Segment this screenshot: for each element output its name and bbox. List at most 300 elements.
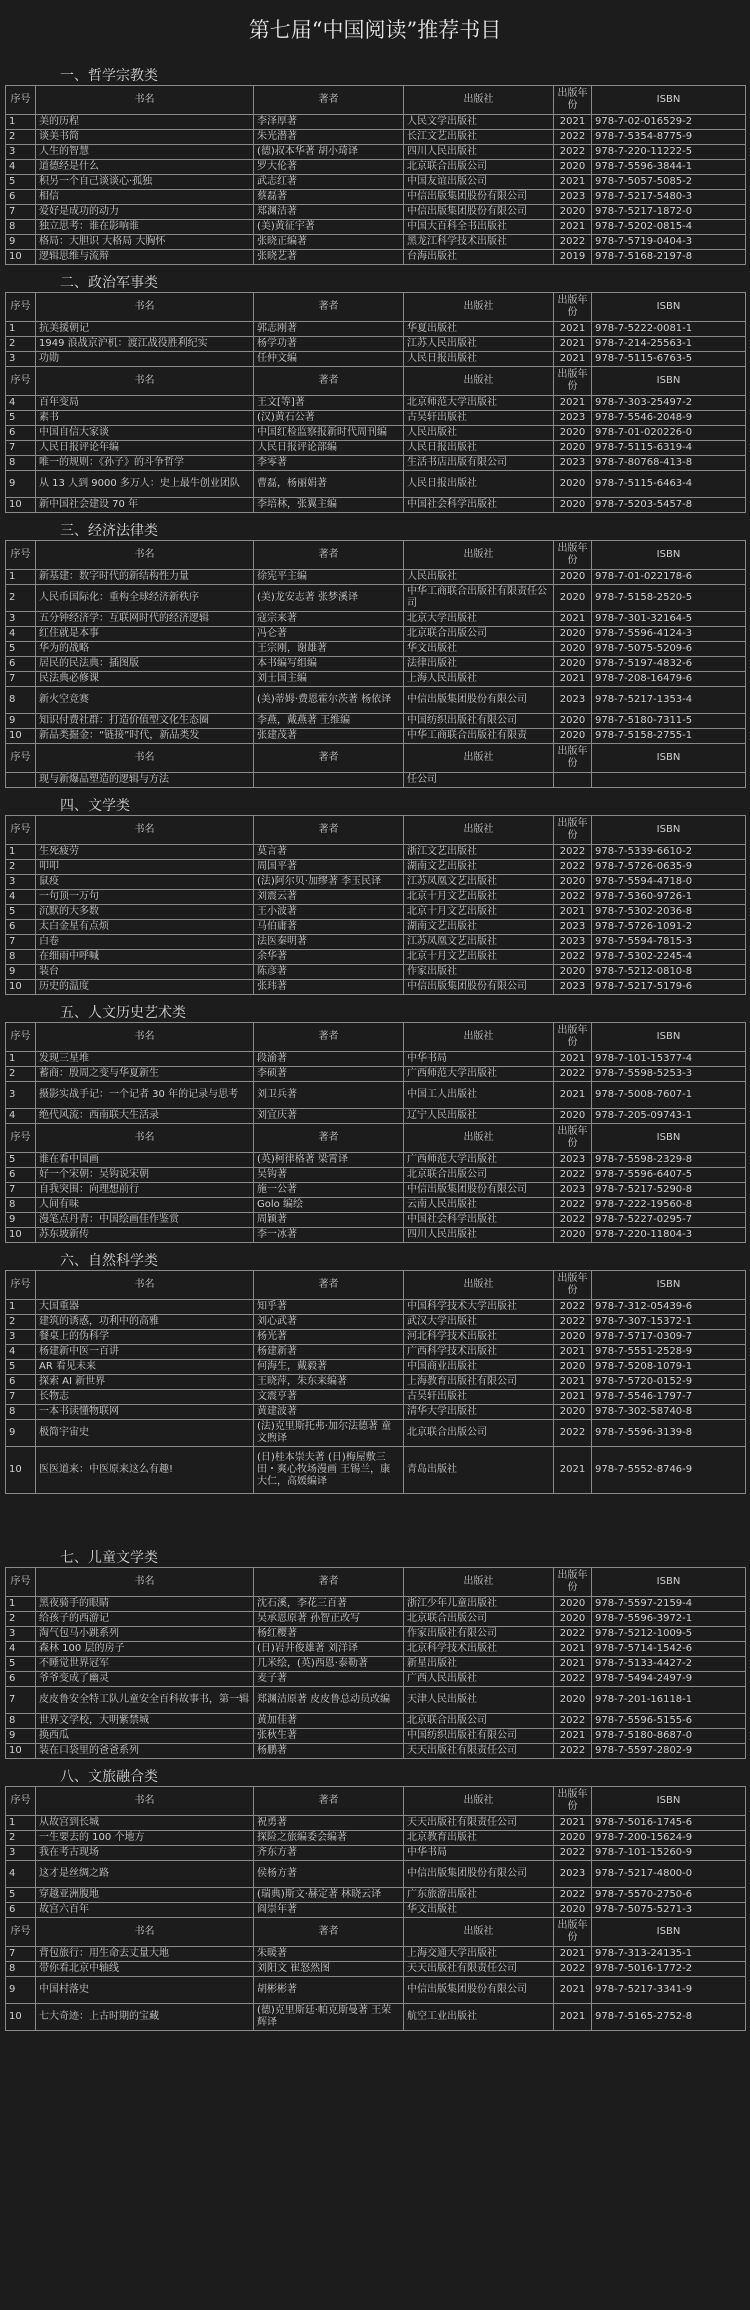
- table-row: [6, 612, 746, 627]
- cell-isbn: 978-7-5158-2755-1: [592, 729, 746, 744]
- cell-title: 这才是丝绸之路: [36, 1861, 254, 1888]
- cell-year: 2021: [554, 1657, 592, 1672]
- cell-title: 装在口袋里的爸爸系列: [36, 1744, 254, 1759]
- cell-pub: 四川人民出版社: [404, 145, 554, 160]
- cell-no: 4: [6, 1861, 36, 1888]
- cell-pub: 中信出版集团股份有限公司: [404, 1183, 554, 1198]
- cell-author: 刘震云著: [254, 890, 404, 905]
- table-header-row: [6, 1271, 746, 1300]
- table-row: [6, 1714, 746, 1729]
- column-header: 出版年份: [554, 293, 592, 322]
- cell-pub: 中国工人出版社: [404, 1082, 554, 1109]
- cell-no: 4: [6, 890, 36, 905]
- cell-author: (法)克里斯托弗·加尔法德著 童文煦译: [254, 1420, 404, 1447]
- section-title: 五、人文历史艺术类: [60, 1005, 186, 1021]
- table-row: [6, 160, 746, 175]
- column-header: 出版年份: [554, 744, 592, 773]
- cell-pub: 江苏凤凰文艺出版社: [404, 875, 554, 890]
- cell-no: 5: [6, 1360, 36, 1375]
- cell-isbn: 978-7-5714-1542-6: [592, 1642, 746, 1657]
- cell-no: 2: [6, 1831, 36, 1846]
- cell-isbn: 978-7-5212-0810-8: [592, 965, 746, 980]
- column-header: 出版年份: [554, 86, 592, 115]
- cell-isbn: 978-7-208-16479-6: [592, 672, 746, 687]
- section-spacer: [0, 1494, 750, 1540]
- cell-author: 黄加佳著: [254, 1714, 404, 1729]
- book-table: [5, 1786, 746, 2031]
- column-header: 书名: [36, 293, 254, 322]
- cell-year: 2020: [554, 585, 592, 612]
- cell-title: 绝代风流：西南联大生活录: [36, 1109, 254, 1124]
- cell-isbn: 978-7-5339-6610-2: [592, 845, 746, 860]
- cell-pub: 作家出版社有限公司: [404, 1627, 554, 1642]
- cell-author: 徐宪平主编: [254, 570, 404, 585]
- cell-author: (日)桂本崇夫著 (日)梅屋敷三田・爽心牧场漫画 王锡兰，康大仁，高媛编译: [254, 1447, 404, 1494]
- cell-no: 10: [6, 1228, 36, 1243]
- cell-no: 2: [6, 860, 36, 875]
- column-header: 书名: [36, 744, 254, 773]
- cell-pub: 北京联合出版公司: [404, 1612, 554, 1627]
- column-header: 著者: [254, 1568, 404, 1597]
- cell-title: 格局：大胆识 大格局 大胸怀: [36, 235, 254, 250]
- cell-isbn: 978-7-101-15260-9: [592, 1846, 746, 1861]
- column-header: 序号: [6, 541, 36, 570]
- cell-isbn: 978-7-5552-8746-9: [592, 1447, 746, 1494]
- table-row: [6, 1228, 746, 1243]
- table-row: [6, 1447, 746, 1494]
- cell-no: 1: [6, 1052, 36, 1067]
- table-row: [6, 1947, 746, 1962]
- cell-isbn: 978-7-5133-4427-2: [592, 1657, 746, 1672]
- cell-pub: 人民文学出版社: [404, 115, 554, 130]
- cell-isbn: 978-7-5596-4124-3: [592, 627, 746, 642]
- cell-no: 7: [6, 1947, 36, 1962]
- cell-author: 杨光著: [254, 1330, 404, 1345]
- table-row: [6, 714, 746, 729]
- cell-pub: 人民出版社: [404, 570, 554, 585]
- cell-author: 王宗刚，谢雄著: [254, 642, 404, 657]
- cell-year: 2020: [554, 714, 592, 729]
- column-header: 出版社: [404, 293, 554, 322]
- column-header: 书名: [36, 1568, 254, 1597]
- cell-isbn: 978-7-214-25563-1: [592, 337, 746, 352]
- cell-pub: 湖南文艺出版社: [404, 860, 554, 875]
- column-header: 出版年份: [554, 1568, 592, 1597]
- cell-isbn: 978-7-5203-5457-8: [592, 498, 746, 513]
- cell-pub: 清华大学出版社: [404, 1405, 554, 1420]
- table-row: [6, 145, 746, 160]
- cell-no: 10: [6, 1447, 36, 1494]
- cell-author: 几米绘，(英)西恩·泰勒著: [254, 1657, 404, 1672]
- cell-year: 2023: [554, 456, 592, 471]
- cell-author: 李燕，戴燕著 王维编: [254, 714, 404, 729]
- column-header: 序号: [6, 1124, 36, 1153]
- column-header: 著者: [254, 367, 404, 396]
- table-row: [6, 950, 746, 965]
- cell-title: 发现三星堆: [36, 1052, 254, 1067]
- cell-year: 2021: [554, 322, 592, 337]
- column-header: ISBN: [592, 1023, 746, 1052]
- table-row: [6, 773, 746, 788]
- cell-isbn: 978-7-5551-2528-9: [592, 1345, 746, 1360]
- column-header: 书名: [36, 1271, 254, 1300]
- column-header: 出版社: [404, 816, 554, 845]
- column-header: 著者: [254, 1271, 404, 1300]
- cell-no: 6: [6, 426, 36, 441]
- cell-author: 李泽厚著: [254, 115, 404, 130]
- table-row: [6, 687, 746, 714]
- cell-title: 人民币国际化：重构全球经济新秩序: [36, 585, 254, 612]
- cell-title: 新中国社会建设 70 年: [36, 498, 254, 513]
- table-row: [6, 250, 746, 265]
- column-header: 出版社: [404, 541, 554, 570]
- cell-pub: 上海交通大学出版社: [404, 1947, 554, 1962]
- table-row: [6, 935, 746, 950]
- cell-year: 2020: [554, 642, 592, 657]
- cell-year: 2020: [554, 627, 592, 642]
- cell-no: 2: [6, 337, 36, 352]
- cell-isbn: 978-7-5594-4718-0: [592, 875, 746, 890]
- cell-no: 2: [6, 130, 36, 145]
- cell-isbn: 978-7-5570-2750-6: [592, 1888, 746, 1903]
- cell-title: 红住就是本事: [36, 627, 254, 642]
- cell-no: 8: [6, 456, 36, 471]
- cell-author: 何海生，戴毅著: [254, 1360, 404, 1375]
- cell-title: 民法典必修课: [36, 672, 254, 687]
- cell-pub: 航空工业出版社: [404, 2004, 554, 2031]
- cell-year: 2021: [554, 1816, 592, 1831]
- cell-pub: 中信出版集团股份有限公司: [404, 980, 554, 995]
- cell-pub: 北京师范大学出版社: [404, 396, 554, 411]
- cell-author: 杨学功著: [254, 337, 404, 352]
- cell-pub: 中国科学技术大学出版社: [404, 1300, 554, 1315]
- cell-author: 蔡磊著: [254, 190, 404, 205]
- cell-year: 2020: [554, 498, 592, 513]
- cell-no: 1: [6, 115, 36, 130]
- cell-year: 2022: [554, 1744, 592, 1759]
- cell-author: 李培林，张翼主编: [254, 498, 404, 513]
- cell-year: 2020: [554, 1831, 592, 1846]
- table-row: [6, 115, 746, 130]
- table-row: [6, 875, 746, 890]
- cell-no: 4: [6, 1109, 36, 1124]
- cell-year: 2021: [554, 115, 592, 130]
- cell-title: 我在考古现场: [36, 1846, 254, 1861]
- cell-no: 2: [6, 585, 36, 612]
- cell-year: 2022: [554, 235, 592, 250]
- cell-year: 2021: [554, 220, 592, 235]
- cell-author: 吴钩著: [254, 1168, 404, 1183]
- cell-pub: 华文出版社: [404, 1903, 554, 1918]
- cell-no: 7: [6, 441, 36, 456]
- cell-no: 1: [6, 322, 36, 337]
- cell-author: 武志红著: [254, 175, 404, 190]
- cell-author: (日)岩井俊雄著 刘洋译: [254, 1642, 404, 1657]
- cell-year: 2023: [554, 1153, 592, 1168]
- cell-isbn: 978-7-5217-5290-8: [592, 1183, 746, 1198]
- cell-year: 2020: [554, 875, 592, 890]
- column-header: 著者: [254, 293, 404, 322]
- cell-author: 郭志刚著: [254, 322, 404, 337]
- cell-author: 莫言著: [254, 845, 404, 860]
- table-row: [6, 729, 746, 744]
- cell-year: 2021: [554, 1390, 592, 1405]
- cell-author: 张建茂著: [254, 729, 404, 744]
- cell-no: 3: [6, 1330, 36, 1345]
- cell-no: 5: [6, 175, 36, 190]
- cell-pub: 中信出版集团股份有限公司: [404, 687, 554, 714]
- cell-isbn: 978-7-5212-1009-5: [592, 1627, 746, 1642]
- cell-pub: 任公司: [404, 773, 554, 788]
- cell-isbn: 978-7-5115-6319-4: [592, 441, 746, 456]
- cell-isbn: 978-7-5057-5085-2: [592, 175, 746, 190]
- cell-title: 人生的智慧: [36, 145, 254, 160]
- cell-pub: 中信出版集团股份有限公司: [404, 205, 554, 220]
- cell-title: 七大奇迹：上古时期的宝藏: [36, 2004, 254, 2031]
- table-row: [6, 1198, 746, 1213]
- cell-author: 黄建波著: [254, 1405, 404, 1420]
- cell-pub: 中信出版集团股份有限公司: [404, 1977, 554, 2004]
- cell-year: 2020: [554, 1360, 592, 1375]
- table-row: [6, 1375, 746, 1390]
- cell-author: 王文[等]著: [254, 396, 404, 411]
- cell-no: 9: [6, 235, 36, 250]
- column-header: 书名: [36, 1918, 254, 1947]
- cell-isbn: 978-7-5016-1745-6: [592, 1816, 746, 1831]
- cell-title: 给孩子的西游记: [36, 1612, 254, 1627]
- cell-isbn: 978-7-5596-3972-1: [592, 1612, 746, 1627]
- cell-title: 淘气包马小跳系列: [36, 1627, 254, 1642]
- cell-year: 2023: [554, 1861, 592, 1888]
- cell-no: 10: [6, 729, 36, 744]
- cell-no: [6, 773, 36, 788]
- table-row: [6, 1744, 746, 1759]
- cell-author: 本书编写组编: [254, 657, 404, 672]
- cell-pub: 广西师范大学出版社: [404, 1067, 554, 1082]
- column-header: ISBN: [592, 293, 746, 322]
- column-header: 出版社: [404, 86, 554, 115]
- cell-pub: 天天出版社有限责任公司: [404, 1962, 554, 1977]
- cell-author: 李硕著: [254, 1067, 404, 1082]
- cell-title: 自我突围：向理想前行: [36, 1183, 254, 1198]
- cell-isbn: 978-7-5217-1872-0: [592, 205, 746, 220]
- table-row: [6, 235, 746, 250]
- cell-isbn: 978-7-307-15372-1: [592, 1315, 746, 1330]
- cell-pub: 青岛出版社: [404, 1447, 554, 1494]
- table-row: [6, 1183, 746, 1198]
- column-header: 出版年份: [554, 1271, 592, 1300]
- book-table: [5, 815, 746, 995]
- cell-pub: 中国友谊出版公司: [404, 175, 554, 190]
- cell-year: 2022: [554, 1213, 592, 1228]
- cell-year: 2021: [554, 1082, 592, 1109]
- cell-pub: 天天出版社有限责任公司: [404, 1744, 554, 1759]
- table-row: [6, 1729, 746, 1744]
- cell-title: 积另一个自己谈谈心·孤独: [36, 175, 254, 190]
- column-header: 书名: [36, 1124, 254, 1153]
- cell-year: 2022: [554, 130, 592, 145]
- cell-author: 陈彦著: [254, 965, 404, 980]
- table-row: [6, 657, 746, 672]
- table-row: [6, 1330, 746, 1345]
- column-header: 著者: [254, 1918, 404, 1947]
- table-row: [6, 1627, 746, 1642]
- cell-no: 9: [6, 965, 36, 980]
- section-title: 一、哲学宗教类: [60, 68, 158, 84]
- cell-title: 相信: [36, 190, 254, 205]
- column-header: ISBN: [592, 541, 746, 570]
- table-row: [6, 1067, 746, 1082]
- table-row: [6, 1360, 746, 1375]
- column-header: 出版社: [404, 367, 554, 396]
- cell-pub: 北京十月文艺出版社: [404, 890, 554, 905]
- cell-pub: 华夏出版社: [404, 322, 554, 337]
- table-row: [6, 1052, 746, 1067]
- cell-author: 杨鹏著: [254, 1744, 404, 1759]
- cell-pub: 中华工商联合出版社有限责任公司: [404, 585, 554, 612]
- cell-pub: 河北科学技术出版社: [404, 1330, 554, 1345]
- cell-title: 在细雨中呼喊: [36, 950, 254, 965]
- cell-isbn: 978-7-5726-1091-2: [592, 920, 746, 935]
- cell-author: 马伯庸著: [254, 920, 404, 935]
- section-title: 八、文旅融合类: [60, 1769, 158, 1785]
- column-header: ISBN: [592, 1787, 746, 1816]
- table-row: [6, 322, 746, 337]
- table-row: [6, 352, 746, 367]
- cell-title: 新基建：数字时代的新结构性力量: [36, 570, 254, 585]
- cell-author: 刘宜庆著: [254, 1109, 404, 1124]
- cell-year: 2022: [554, 1315, 592, 1330]
- cell-title: 新品类掘金：“链接”时代，新品类发: [36, 729, 254, 744]
- table-row: [6, 1390, 746, 1405]
- cell-title: 功勋: [36, 352, 254, 367]
- cell-no: 6: [6, 920, 36, 935]
- cell-title: 大国重器: [36, 1300, 254, 1315]
- column-header: ISBN: [592, 744, 746, 773]
- cell-no: 7: [6, 1183, 36, 1198]
- table-header-row: [6, 541, 746, 570]
- table-row: [6, 130, 746, 145]
- cell-author: 法医秦明著: [254, 935, 404, 950]
- cell-year: 2021: [554, 352, 592, 367]
- cell-no: 6: [6, 1672, 36, 1687]
- cell-pub: 北京十月文艺出版社: [404, 905, 554, 920]
- cell-no: 8: [6, 950, 36, 965]
- cell-year: 2021: [554, 672, 592, 687]
- cell-author: 周颖著: [254, 1213, 404, 1228]
- table-header-row: [6, 1787, 746, 1816]
- cell-no: 10: [6, 250, 36, 265]
- cell-title: 鼠疫: [36, 875, 254, 890]
- cell-year: 2020: [554, 1405, 592, 1420]
- cell-isbn: 978-7-5302-2036-8: [592, 905, 746, 920]
- cell-year: 2023: [554, 935, 592, 950]
- cell-year: 2022: [554, 860, 592, 875]
- cell-no: 1: [6, 845, 36, 860]
- cell-no: 3: [6, 612, 36, 627]
- cell-isbn: 978-7-5596-5155-6: [592, 1714, 746, 1729]
- cell-no: 10: [6, 980, 36, 995]
- cell-author: (英)柯律格著 梁霄译: [254, 1153, 404, 1168]
- cell-no: 2: [6, 1612, 36, 1627]
- column-header: 出版社: [404, 1023, 554, 1052]
- column-header: 序号: [6, 293, 36, 322]
- column-header: 序号: [6, 367, 36, 396]
- cell-pub: 北京大学出版社: [404, 612, 554, 627]
- cell-year: 2020: [554, 1228, 592, 1243]
- cell-title: AR 看见未来: [36, 1360, 254, 1375]
- cell-no: 4: [6, 160, 36, 175]
- table-row: [6, 1816, 746, 1831]
- cell-year: 2020: [554, 471, 592, 498]
- column-header: 出版年份: [554, 1787, 592, 1816]
- cell-pub: 生活书店出版有限公司: [404, 456, 554, 471]
- table-header-row: [6, 816, 746, 845]
- cell-author: 刘心武著: [254, 1315, 404, 1330]
- cell-author: 知乎著: [254, 1300, 404, 1315]
- table-header-row: [6, 1568, 746, 1597]
- table-row: [6, 190, 746, 205]
- cell-title: 医医道来：中医原来这么有趣!: [36, 1447, 254, 1494]
- cell-isbn: 978-7-302-58740-8: [592, 1405, 746, 1420]
- cell-no: 8: [6, 220, 36, 235]
- cell-isbn: 978-7-5217-4800-0: [592, 1861, 746, 1888]
- cell-author: 麦子著: [254, 1672, 404, 1687]
- column-header: 著者: [254, 1124, 404, 1153]
- table-header-row: [6, 293, 746, 322]
- table-row: [6, 642, 746, 657]
- cell-pub: 人民日报出版社: [404, 471, 554, 498]
- cell-no: 4: [6, 1345, 36, 1360]
- table-header-row: [6, 367, 746, 396]
- cell-title: 人民日报评论年编: [36, 441, 254, 456]
- cell-isbn: 978-7-5115-6463-4: [592, 471, 746, 498]
- cell-title: 蓄商：殷周之变与华夏新生: [36, 1067, 254, 1082]
- cell-author: 施一公著: [254, 1183, 404, 1198]
- cell-no: 8: [6, 1405, 36, 1420]
- cell-title: 森林 100 层的房子: [36, 1642, 254, 1657]
- column-header: 著者: [254, 86, 404, 115]
- cell-title: 好一个宋朝：吴钩说宋朝: [36, 1168, 254, 1183]
- cell-isbn: 978-7-5494-2497-9: [592, 1672, 746, 1687]
- cell-isbn: 978-7-80768-413-8: [592, 456, 746, 471]
- cell-year: 2022: [554, 890, 592, 905]
- cell-isbn: 978-7-222-19560-8: [592, 1198, 746, 1213]
- section-title: 六、自然科学类: [60, 1253, 158, 1269]
- cell-year: 2021: [554, 337, 592, 352]
- cell-author: 齐东方著: [254, 1846, 404, 1861]
- cell-isbn: 978-7-5008-7607-1: [592, 1082, 746, 1109]
- column-header: 出版社: [404, 1271, 554, 1300]
- table-row: [6, 860, 746, 875]
- cell-author: (美)龙安志著 张梦溪译: [254, 585, 404, 612]
- column-header: 序号: [6, 1271, 36, 1300]
- cell-no: 1: [6, 1300, 36, 1315]
- cell-title: 素书: [36, 411, 254, 426]
- table-row: [6, 1315, 746, 1330]
- table-header-row: [6, 1918, 746, 1947]
- cell-year: 2021: [554, 1375, 592, 1390]
- book-table: [5, 292, 746, 513]
- cell-pub: 上海教育出版社有限公司: [404, 1375, 554, 1390]
- cell-pub: 江苏凤凰文艺出版社: [404, 935, 554, 950]
- cell-year: 2022: [554, 1300, 592, 1315]
- cell-isbn: 978-7-5597-2159-4: [592, 1597, 746, 1612]
- table-row: [6, 441, 746, 456]
- cell-isbn: 978-7-205-09743-1: [592, 1109, 746, 1124]
- table-row: [6, 220, 746, 235]
- cell-title: 谁在看中国画: [36, 1153, 254, 1168]
